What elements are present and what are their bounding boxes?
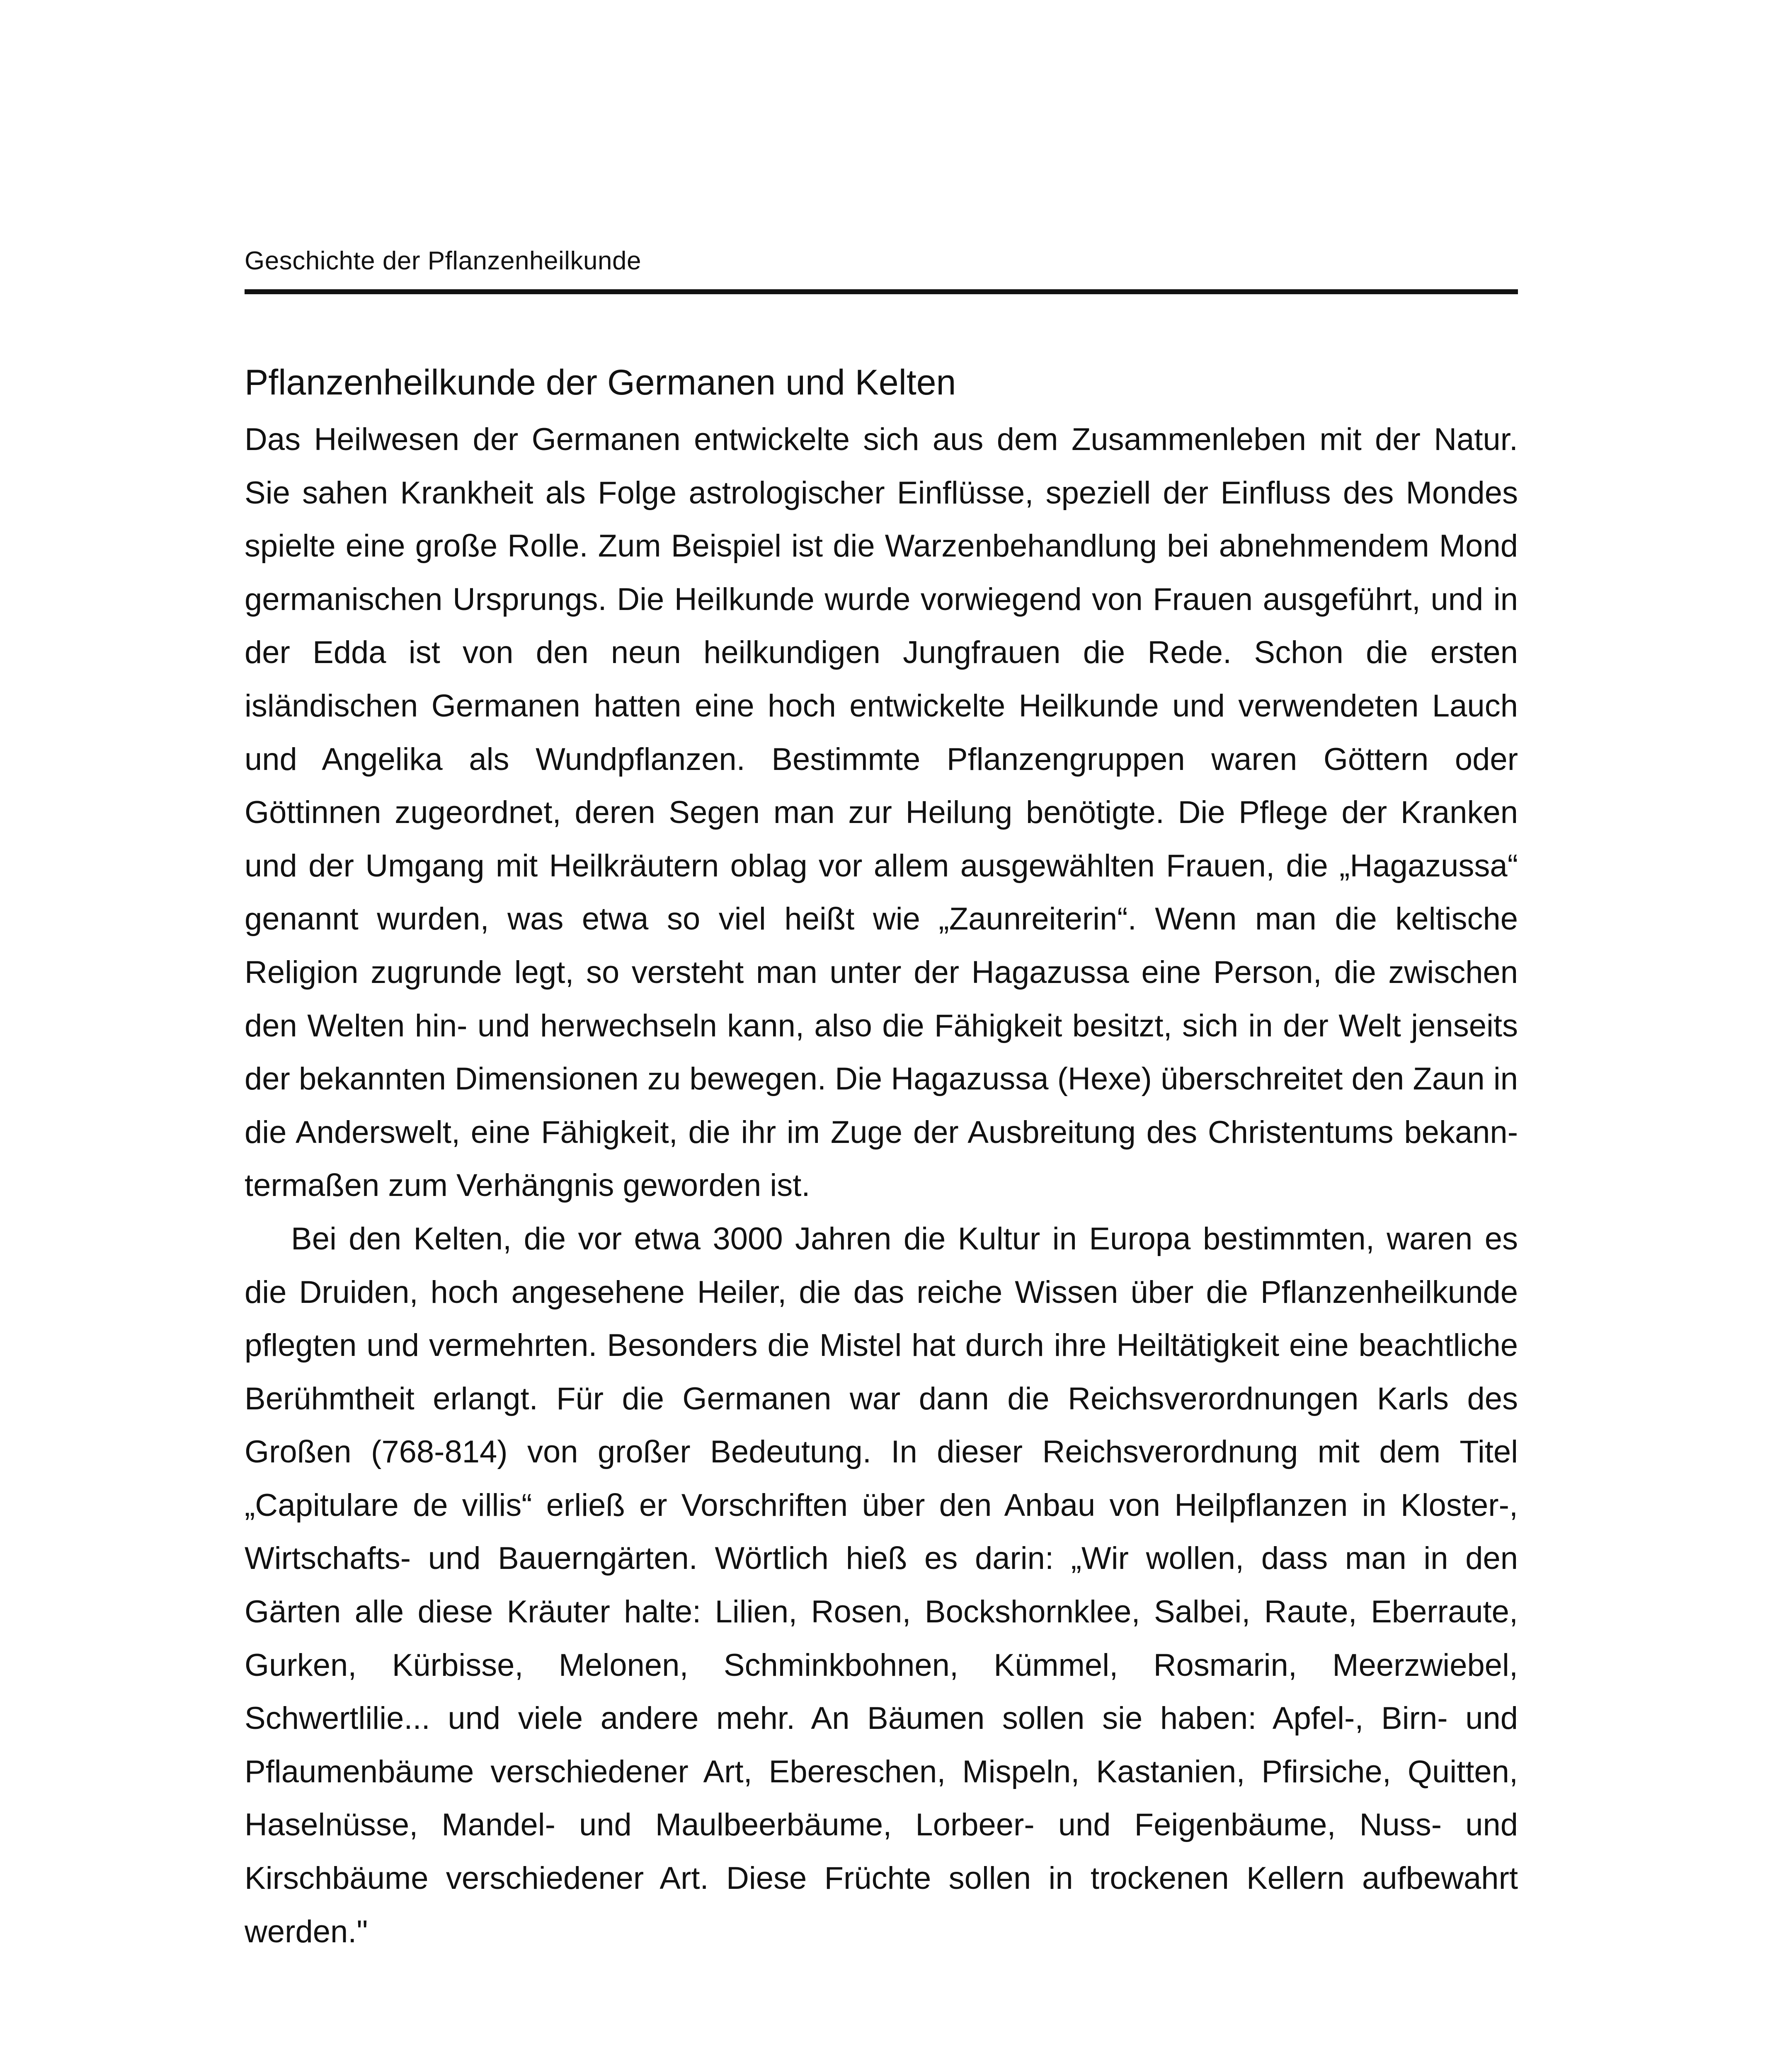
paragraph-germanen: Das Heilwesen der Germanen entwickelte sich aus dem Zusammenleben mit der Natur. Sie sahen Krankheit als Folge astrologischer Einflüsse, speziell der Einfluss des Mondes spielte eine große Rolle. Zum Beispiel ist die Warzenbehandlung bei abnehmendem Mond germanischen Ursprungs. Die Heilkunde wurde vorwiegend von Frauen ausgeführt, und in der Edda ist von den neun heilkundigen Jungfrauen die Rede. Schon die ersten isländischen Germanen hatten eine hoch entwickelte Heilkunde und verwendeten Lauch und Angelika als Wundpflanzen. Bestimmte Pflanzengruppen waren Göttern oder Göttinnen zugeordnet, deren Segen man zur Heilung benötigte. Die Pflege der Kranken und der Umgang mit Heilkräutern oblag vor allem ausgewählten Frauen, die „Hagazussa“ genannt wurden, was etwa so viel heißt wie „Zaunreiterin“. Wenn man die keltische Religion zugrunde legt, so versteht man unter der Hagazussa eine Person, die zwischen den Welten hin- und herwechseln kann, also die Fähigkeit besitzt, sich in der Welt jenseits der bekannten Dimensionen zu bewegen. Die Hagazussa (Hexe) überschreitet den Zaun in die Anderswelt, eine Fähigkeit, die ihr im Zuge der Ausbreitung des Christentums bekanntermaßen zum Verhängnis geworden ist. [245,422,1518,1203]
header-rule [245,289,1518,294]
section-title: Pflanzenheilkunde der Germanen und Kelten [245,363,956,402]
running-header: Geschichte der Pflanzenheilkunde [245,247,641,275]
body-text [245,413,1518,1958]
paragraph-kelten: Bei den Kelten, die vor etwa 3000 Jahren die Kultur in Europa bestimmten, waren es die Druiden, hoch angesehene Heiler, die das reiche Wissen über die Pflanzenheilkunde pflegten und vermehrten. Besonders die Mistel hat durch ihre Heiltätigkeit eine beachtliche Berühmtheit erlangt. Für die Germanen war dann die Reichsverordnungen Karls des Großen (768-814) von großer Bedeutung. In dieser Reichsverordnung mit dem Titel „Capitulare de villis“ erließ er Vorschriften über den Anbau von Heilpflanzen in Kloster-, Wirtschafts- und Bauerngärten. Wörtlich hieß es darin: „Wir wollen, dass man in den Gärten alle diese Kräuter halte: Lilien, Rosen, Bockshornklee, Salbei, Raute, Eberraute, Gurken, Kürbisse, Melonen, Schminkbohnen, Kümmel, Rosmarin, Meerzwiebel, Schwertlilie... und viele andere mehr. An Bäumen sollen sie haben: Apfel-, Birn- und Pflaumenbäume verschiedener Art, Ebereschen, Mispeln, Kastanien, Pfirsiche, Quitten, Haselnüsse, Mandel- und Maulbeerbäume, Lorbeer- und Feigenbäume, Nuss- und Kirschbäume verschiedener Art. Diese Früchte sollen in trockenen Kellern aufbewahrt werden." [245,1221,1518,1949]
